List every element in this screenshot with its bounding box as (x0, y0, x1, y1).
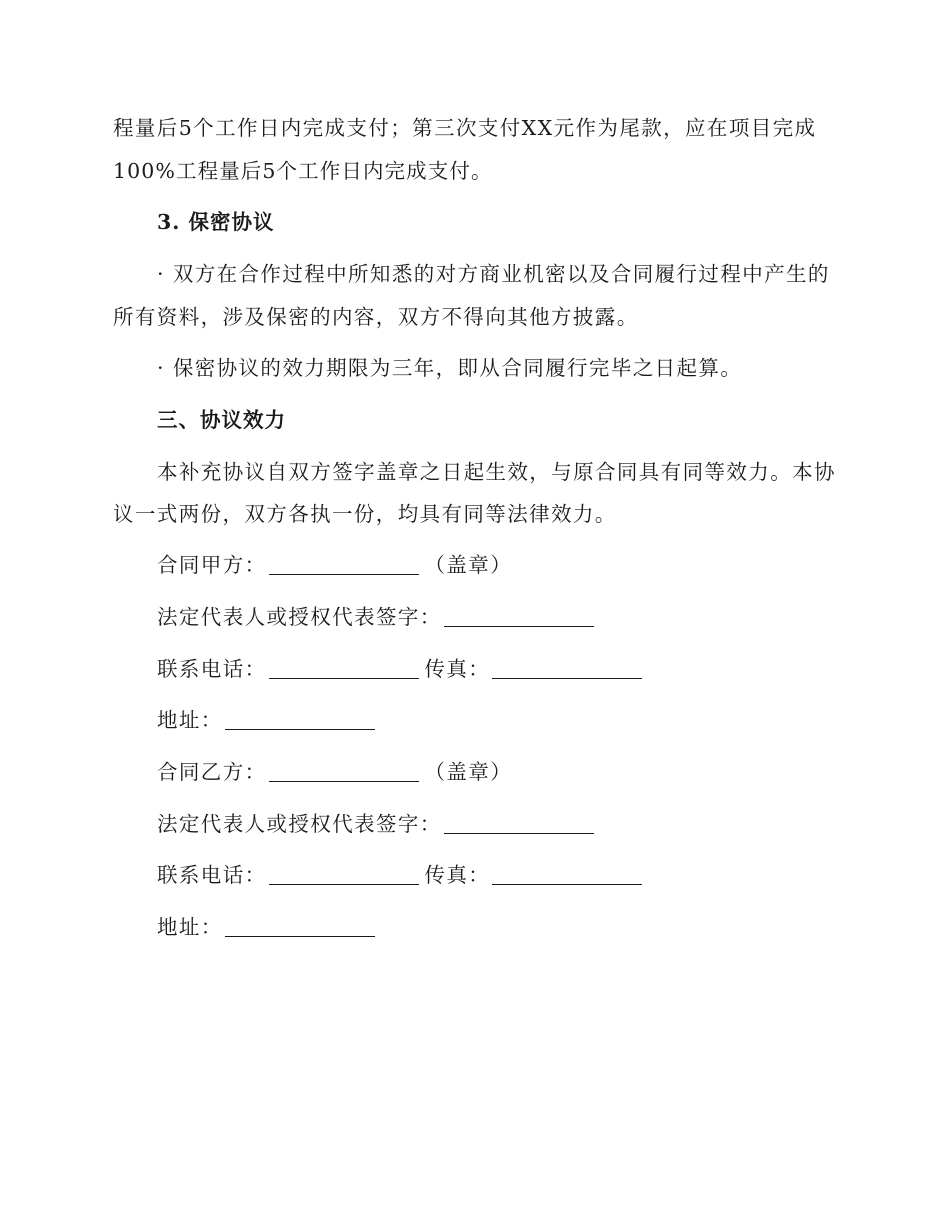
party-a-row (157, 551, 512, 579)
effect-text-line-2: 议一式两份，双方各执一份，均具有同等法律效力。 (113, 502, 617, 526)
party-a-phone-blank[interactable] (269, 658, 419, 679)
confidentiality-item-1-line-2: 所有资料，涉及保密的内容，双方不得向其他方披露。 (113, 305, 639, 329)
effect-text-line-1: 本补充协议自双方签字盖章之日起生效，与原合同具有同等效力。本协 (157, 460, 836, 484)
party-a-contact-row (157, 655, 648, 683)
party-a-phone-label: 联系电话： (157, 657, 267, 681)
party-a-rep-blank[interactable] (444, 606, 594, 627)
party-a-address-label: 地址： (157, 708, 223, 732)
confidentiality-item-2: · 保密协议的效力期限为三年，即从合同履行完毕之日起算。 (157, 356, 743, 380)
party-b-fax-blank[interactable] (492, 864, 642, 885)
party-a-label: 合同甲方： (157, 553, 267, 577)
party-b-contact-row (157, 861, 648, 889)
payment-text-line-2: 100%工程量后5个工作日内完成支付。 (113, 159, 493, 183)
party-b-phone-blank[interactable] (269, 864, 419, 885)
party-a-rep-row (157, 603, 600, 631)
party-a-fax-label: 传真： (424, 657, 491, 681)
party-a-fax-blank[interactable] (492, 658, 642, 679)
party-b-address-blank[interactable] (225, 916, 375, 937)
party-b-rep-row (157, 810, 600, 838)
confidentiality-item-1-line-1: · 双方在合作过程中所知悉的对方商业机密以及合同履行过程中产生的 (157, 262, 830, 286)
effect-heading: 三、协议效力 (157, 408, 286, 432)
party-a-seal-note: （盖章） (424, 553, 513, 577)
party-b-label: 合同乙方： (157, 760, 267, 784)
payment-text-line-1: 程量后5个工作日内完成支付；第三次支付XX元作为尾款，应在项目完成 (113, 116, 817, 140)
party-b-address-row (157, 913, 381, 941)
party-a-blank[interactable] (269, 554, 419, 575)
confidentiality-heading: 3. 保密协议 (157, 210, 275, 234)
party-b-blank[interactable] (269, 761, 419, 782)
party-a-address-blank[interactable] (225, 709, 375, 730)
party-b-row (157, 758, 512, 786)
party-a-rep-label: 法定代表人或授权代表签字： (157, 605, 442, 629)
party-b-phone-label: 联系电话： (157, 863, 267, 887)
party-b-address-label: 地址： (157, 915, 223, 939)
party-b-rep-blank[interactable] (444, 813, 594, 834)
party-b-seal-note: （盖章） (424, 760, 513, 784)
party-a-address-row (157, 706, 381, 734)
party-b-rep-label: 法定代表人或授权代表签字： (157, 812, 442, 836)
party-b-fax-label: 传真： (424, 863, 491, 887)
